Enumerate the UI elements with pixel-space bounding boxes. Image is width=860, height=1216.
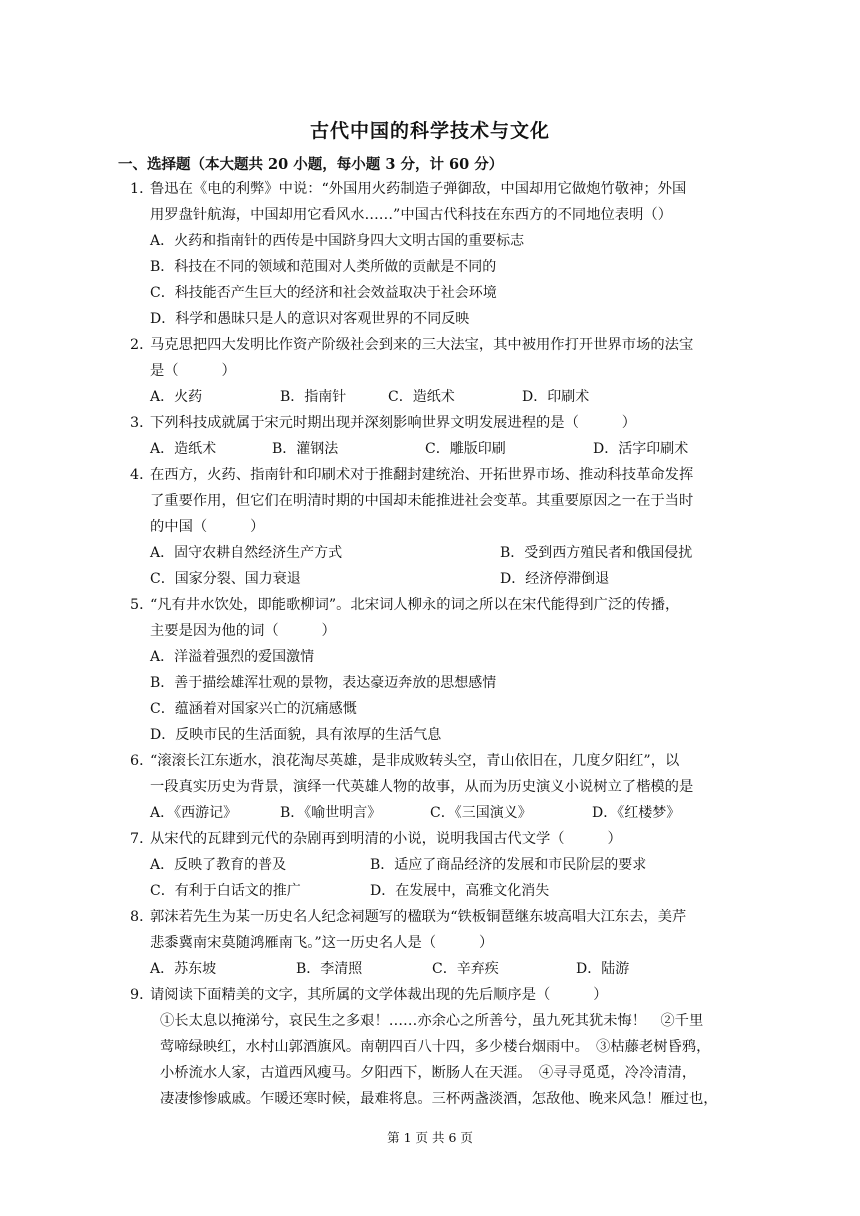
option-c: C．《三国演义》 (430, 805, 532, 821)
option-d: D．印刷术 (522, 389, 590, 405)
option-a: A．火药和指南针的西传是中国跻身四大文明古国的重要标志 (150, 233, 525, 249)
option-c: C．蕴涵着对国家兴亡的沉痛感慨 (150, 701, 357, 717)
option-a: A．固守农耕自然经济生产方式 (150, 545, 343, 561)
question-number: 5． (130, 597, 154, 613)
option-c: C．雕版印刷 (425, 441, 506, 457)
option-d: D．活字印刷术 (593, 441, 689, 457)
question-number: 1． (130, 181, 154, 197)
question-text: 悲黍冀南宋莫随鸿雁南飞。”这一历史名人是（ ） (150, 935, 494, 951)
option-d: D．在发展中，高雅文化消失 (370, 883, 550, 899)
option-a: A．洋溢着强烈的爱国激情 (150, 649, 315, 665)
option-b: B．科技在不同的领域和范围对人类所做的贡献是不同的 (150, 259, 497, 275)
question-text: 请阅读下面精美的文字，其所属的文学体裁出现的先后顺序是（ ） (150, 987, 608, 1003)
option-a: A．苏东坡 (150, 961, 217, 977)
question-text: 一段真实历史为背景，演绎一代英雄人物的故事，从而为历史演义小说树立了楷模的是 (150, 779, 694, 795)
option-a: A．造纸术 (150, 441, 217, 457)
option-b: B．指南针 (280, 389, 347, 405)
option-b: B．李清照 (296, 961, 363, 977)
question-text: 了重要作用，但它们在明清时期的中国却未能推进社会变革。其重要原因之一在于当时 (150, 493, 694, 509)
passage-line: ①长太息以掩涕兮，哀民生之多艰！……亦余心之所善兮，虽九死其犹未悔！ ②千里 (160, 1013, 704, 1029)
question-text: 主要是因为他的词（ ） (150, 623, 336, 639)
question-text: “凡有井水饮处，即能歌柳词”。北宋词人柳永的词之所以在宋代能得到广泛的传播， (150, 597, 680, 613)
question-number: 9． (130, 987, 154, 1003)
option-c: C．科技能否产生巨大的经济和社会效益取决于社会环境 (150, 285, 497, 301)
option-c: C．有利于白话文的推广 (150, 883, 301, 899)
question-text: 是（ ） (150, 363, 236, 379)
question-number: 4． (130, 467, 154, 483)
question-text: 从宋代的瓦肆到元代的杂剧再到明清的小说，说明我国古代文学（ ） (150, 831, 622, 847)
question-text: 的中国（ ） (150, 519, 265, 535)
section-header: 一、选择题（本大题共 20 小题，每小题 3 分，计 60 分） (118, 156, 504, 173)
option-d: D．陆游 (576, 961, 630, 977)
question-text: 在西方，火药、指南针和印刷术对于推翻封建统治、开拓世界市场、推动科技革命发挥 (150, 467, 694, 483)
passage-line: 凄凄惨惨戚戚。乍暖还寒时候，最难将息。三杯两盏淡酒，怎敌他、晚来风急！雁过也， (160, 1091, 718, 1107)
question-text: 下列科技成就属于宋元时期出现并深刻影响世界文明发展进程的是（ ） (150, 415, 637, 431)
option-b: B．受到西方殖民者和俄国侵扰 (500, 545, 693, 561)
page-footer: 第 1 页 共 6 页 (387, 1130, 473, 1145)
option-b: B．善于描绘雄浑壮观的景物，表达豪迈奔放的思想感情 (150, 675, 497, 691)
option-d: D．反映市民的生活面貌，具有浓厚的生活气息 (150, 727, 442, 743)
option-c: C．辛弃疾 (432, 961, 499, 977)
page-title: 古代中国的科学技术与文化 (309, 120, 550, 142)
option-b: B．《喻世明言》 (280, 805, 382, 821)
option-a: A．反映了教育的普及 (150, 857, 287, 873)
question-number: 6． (130, 753, 154, 769)
passage-line: 莺啼绿映红，水村山郭酒旗风。南朝四百八十四，多少楼台烟雨中。 ③枯藤老树昏鸦， (160, 1039, 711, 1055)
option-d: D．科学和愚昧只是人的意识对客观世界的不同反映 (150, 311, 470, 327)
option-c: C．造纸术 (388, 389, 455, 405)
question-text: 用罗盘针航海，中国却用它看风水……”中国古代科技在东西方的不同地位表明（） (150, 207, 672, 223)
option-c: C．国家分裂、国力衰退 (150, 571, 301, 587)
question-number: 8． (130, 909, 154, 925)
question-number: 2． (130, 337, 154, 353)
question-text: 郭沫若先生为某一历史名人纪念祠题写的楹联为“铁板铜琶继东坡高唱大江东去，美芹 (150, 909, 687, 925)
option-d: D．经济停滞倒退 (500, 571, 610, 587)
question-text: 马克思把四大发明比作资产阶级社会到来的三大法宝，其中被用作打开世界市场的法宝 (150, 337, 694, 353)
passage-line: 小桥流水人家，古道西风瘦马。夕阳西下，断肠人在天涯。 ④寻寻觅觅，冷冷清清， (160, 1065, 697, 1081)
question-text: 鲁迅在《电的利弊》中说：“外国用火药制造子弹御敌，中国却用它做炮竹敬神；外国 (150, 181, 687, 197)
question-number: 7． (130, 831, 154, 847)
option-b: B．适应了商品经济的发展和市民阶层的要求 (370, 857, 647, 873)
option-a: A．《西游记》 (150, 805, 238, 821)
option-a: A．火药 (150, 389, 203, 405)
option-b: B．灌钢法 (272, 441, 339, 457)
question-text: “滚滚长江东逝水，浪花淘尽英雄，是非成败转头空，青山依旧在，几度夕阳红”，以 (150, 753, 680, 769)
question-number: 3． (130, 415, 154, 431)
option-d: D．《红楼梦》 (592, 805, 681, 821)
